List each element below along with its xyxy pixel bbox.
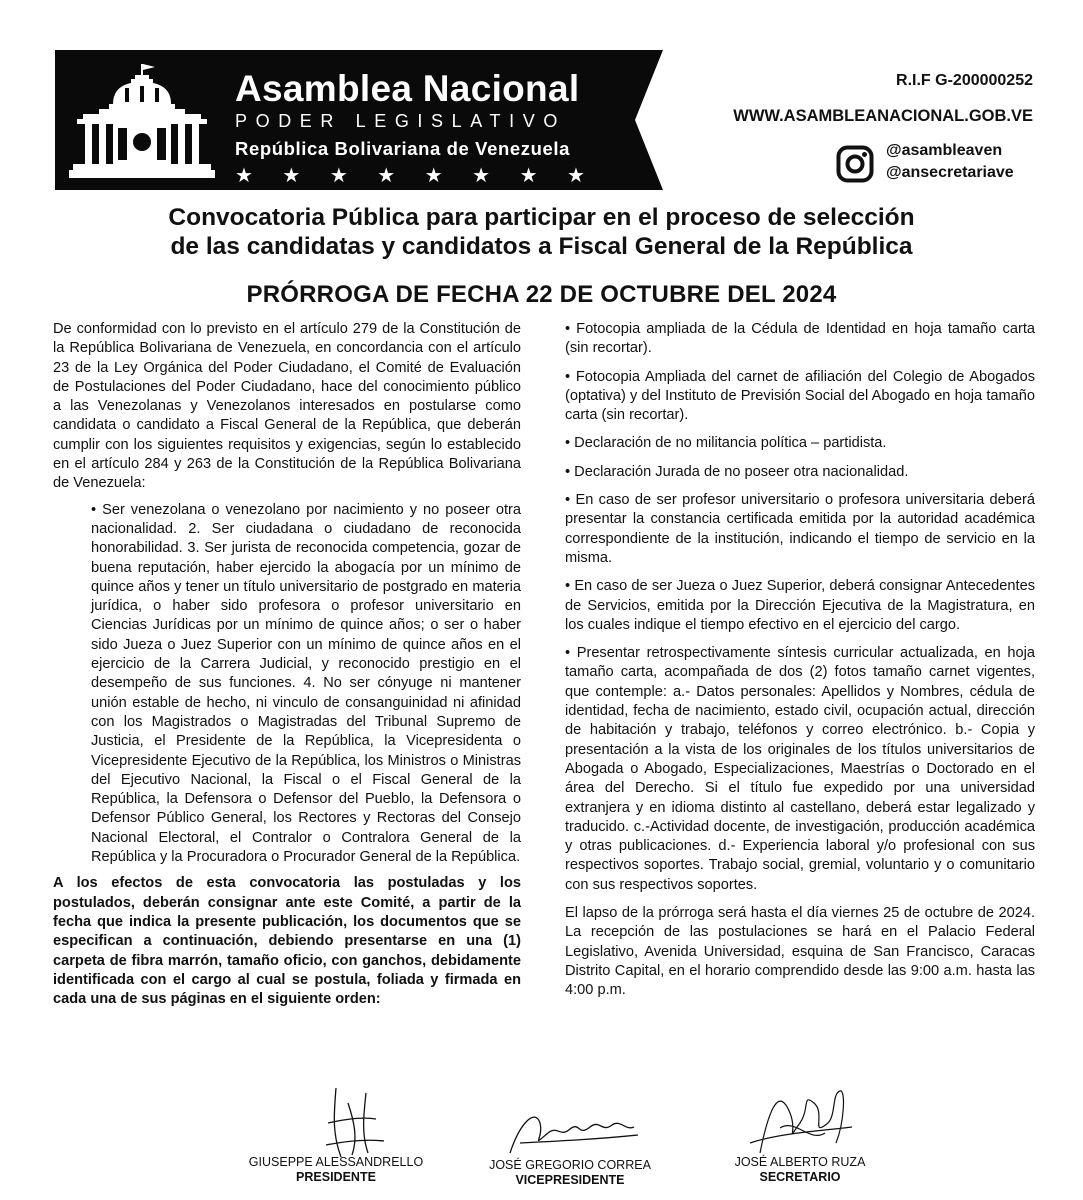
closing-paragraph: El lapso de la prórroga será hasta el día viernes 25 de octubre de 2024. La recepción de las postulaciones se hará en el Palacio Federal Legislativo, Avenida Universidad, esquina de San Francisco, Caracas Distrito Capital, en el horario comprendido desde las 9:00 a.m. hasta las 4:00 p.m. xyxy=(565,905,1035,999)
document-item: • Declaración Jurada de no poseer otra nacionalidad. xyxy=(565,463,909,480)
title-line: Convocatoria Pública para participar en el proceso de selección xyxy=(168,204,915,231)
right-column xyxy=(565,320,1035,1010)
requirements-paragraph: • Ser venezolana o venezolano por nacimiento y no poseer otra nacionalidad. 2. Ser ciudadana o ciudadano de reconocida honorabilidad. 3. Ser jurista de reconocida competencia, gozar de buena reputación, haber ejercido la abogacía por un mínimo de quince años y tener un título universitario de postgrado en materia jurídica, o haber sido profesora o profesor universitario en Ciencias Jurídicas por un mínimo de quince años; o ser o haber sido Jueza o Juez Superior con un mínimo de quince años en el ejercicio de la Carrera Judicial, y reconocido prestigio en el desempeño de sus funciones. 4. No ser cónyuge ni mantener unión estable de hecho, ni vinculo de consanguinidad ni afinidad con los Magistrados o Magistradas del Tribunal Supremo de Justicia, el Presidente de la República, la Vicepresidenta o Vicepresidente Ejecutivo de la República, los Ministros o Ministras del Ejecutivo Nacional, la Fiscal o el Fiscal General de la República, la Defensora o Defensor del Pueblo, la Defensora o Defensor Público General, los Rectores y Rectoras del Consejo Nacional Electoral, el Contralor o Contralora General de la República y la Procuradora o Procurador General de la República. xyxy=(91,501,521,866)
intro-paragraph: De conformidad con lo previsto en el artículo 279 de la Constitución de la República Bolivariana de Venezuela, en concordancia con el artículo 23 de la Ley Orgánica del Poder Ciudadano, el Comité de Evaluación de Postulaciones del Poder Ciudadano, hace del conocimiento público a las Venezolanas y Venezolanos interesados en postularse como candidata o candidato a Fiscal General de la República, que deberán cumplir con los siguientes requisitos y exigencias, según lo establecido en el artículo 284 y 263 de la Constitución de la República Bolivariana de Venezuela: xyxy=(53,321,521,492)
header-banner xyxy=(55,50,663,190)
document-item: • Declaración de no militancia política – partidista. xyxy=(565,435,887,452)
rif-number: R.I.F G-200000252 xyxy=(896,72,1033,89)
left-column xyxy=(53,320,521,1009)
signer-name: JOSÉ GREGORIO CORREA xyxy=(489,1158,651,1172)
signature-scribble xyxy=(740,1083,860,1161)
document-item: • En caso de ser Jueza o Juez Superior, deberá consignar Antecedentes de Servicios, emitida por la Dirección Ejecutiva de la Magistratura, en los cuales indique el tiempo efectivo en el ejercicio del cargo. xyxy=(565,578,1035,633)
signer-role: PRESIDENTE xyxy=(296,1170,376,1184)
instagram-handle[interactable]: @asambleaven xyxy=(886,142,1003,159)
title-line: de las candidatas y candidatos a Fiscal General de la República xyxy=(170,233,913,260)
social-handles xyxy=(886,140,1014,184)
document-item: • En caso de ser profesor universitario o profesora universitaria deberá presentar la constancia certificada emitida por la autoridad académica correspondiente de la institución, indicando el tiempo de servicio en la misma. xyxy=(565,492,1035,566)
document-item: • Presentar retrospectivamente síntesis curricular actualizada, en hoja tamaño carta, acompañada de dos (2) fotos tamaño carnet vigentes, que contemple: a.- Datos personales: Apellidos y Nombres, cédula de identidad, fecha de nacimiento, estado civil, ocupación actual, dirección de habitación y trabajo, teléfonos y correo electrónico. b.- Copia y presentación a la vista de los originales de los títulos universitarios de Abogada o Abogado, Especializaciones, Maestrías o Doctorado en el área del Derecho. Si el título fue expedido por una universidad extranjera y en idioma distinto al castellano, deberá estar legalizado y traducido. c.-Actividad docente, de investigación, producción académica y otras publicaciones. d.- Experiencia laboral y/o profesional con sus respectivos soportes. Trabajo social, gremial, voluntario y o comunitario con sus respectivos soportes. xyxy=(565,645,1035,893)
instructions-paragraph: A los efectos de esta convocatoria las postuladas y los postulados, deberán consignar ante este Comité, a partir de la fecha que indica la presente publicación, los documentos que se especifican a continuación, debiendo presentarse en una (1) carpeta de fibra marrón, tamaño oficio, con ganchos, debidamente identificada con el cargo al cual se postula, foliada y firmada en cada una de sus páginas en el siguiente orden: xyxy=(53,875,521,1008)
document-item: • Fotocopia Ampliada del carnet de afiliación del Colegio de Abogados (optativa) y del Instituto de Previsión Social del Abogado en hoja tamaño carta (sin recortar). xyxy=(565,368,1035,424)
signature-scribble xyxy=(306,1083,396,1163)
signature-block-vicepresident xyxy=(470,1158,670,1188)
signature-block-president xyxy=(236,1155,436,1185)
signer-name: JOSÉ ALBERTO RUZA xyxy=(734,1155,866,1169)
country-name: República Bolivariana de Venezuela xyxy=(235,138,571,159)
signer-role: VICEPRESIDENTE xyxy=(515,1173,625,1187)
capitol-building-icon xyxy=(69,62,219,180)
signature-scribble xyxy=(500,1103,640,1163)
stars-decoration: ★★★★★★★★ xyxy=(235,165,615,187)
extension-notice: PRÓRROGA DE FECHA 22 DE OCTUBRE DEL 2024 xyxy=(246,281,837,308)
instagram-icon xyxy=(836,145,874,183)
institution-name: Asamblea Nacional xyxy=(235,68,580,109)
signer-role: SECRETARIO xyxy=(759,1170,841,1184)
institution-branch: PODER LEGISLATIVO xyxy=(235,111,566,131)
document-item: • Fotocopia ampliada de la Cédula de Identidad en hoja tamaño carta (sin recortar). xyxy=(565,321,1035,357)
website-link[interactable]: WWW.ASAMBLEANACIONAL.GOB.VE xyxy=(733,107,1033,125)
signer-name: GIUSEPPE ALESSANDRELLO xyxy=(248,1155,424,1169)
document-title xyxy=(30,203,1053,261)
signature-block-secretary xyxy=(700,1155,900,1185)
instagram-handle[interactable]: @ansecretariave xyxy=(886,164,1014,181)
